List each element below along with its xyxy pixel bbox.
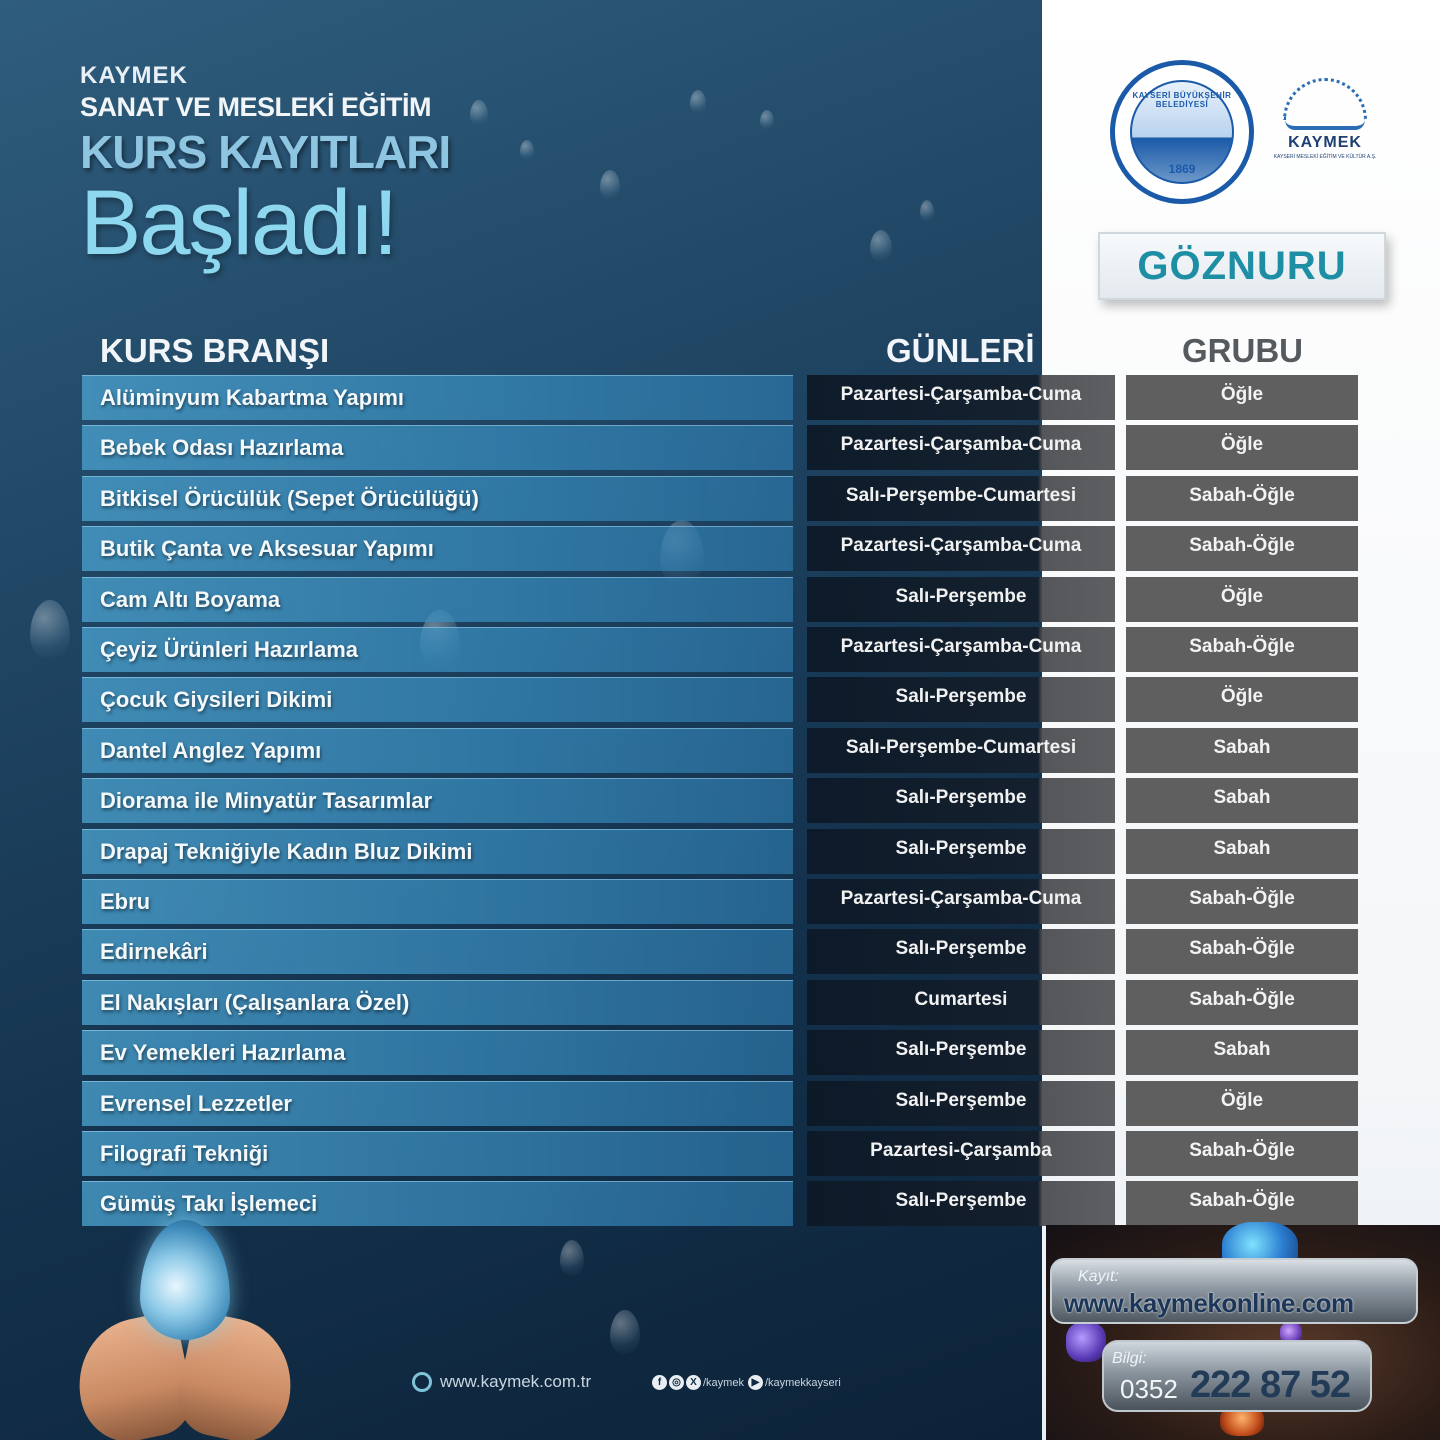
registration-label: Kayıt: [1078, 1268, 1119, 1285]
rain-drop [920, 200, 934, 222]
gem-icon [1066, 1322, 1106, 1362]
table-row [0, 1030, 1440, 1075]
youtube-icon[interactable]: ▶ [748, 1375, 763, 1390]
kaymek-logo-sub: KAYSERİ MESLEKİ EĞİTİM VE KÜLTÜR A.Ş. [1273, 154, 1377, 160]
course-group: Sabah-Öğle [1126, 1131, 1358, 1176]
course-days: Cumartesi [807, 980, 1115, 1025]
kaymek-book-icon [1285, 120, 1365, 130]
course-days: Salı-Perşembe [807, 778, 1115, 823]
course-days: Salı-Perşembe [807, 677, 1115, 722]
table-row [0, 1081, 1440, 1126]
rain-drop [610, 1310, 640, 1354]
rain-drop [470, 100, 488, 126]
course-days: Pazartesi-Çarşamba-Cuma [807, 879, 1115, 924]
hands-water-illustration [70, 1210, 300, 1440]
course-group: Öğle [1126, 577, 1358, 622]
social-handle: /kaymek [703, 1376, 744, 1389]
course-group: Sabah-Öğle [1126, 476, 1358, 521]
brand-name: KAYMEK [80, 62, 188, 89]
course-name: Diorama ile Minyatür Tasarımlar [82, 778, 793, 823]
course-days: Salı-Perşembe [807, 1081, 1115, 1126]
footer-social[interactable] [652, 1375, 841, 1390]
info-phone-pill[interactable] [1102, 1340, 1372, 1412]
table-row [0, 728, 1440, 773]
table-row [0, 829, 1440, 874]
kaymek-fan-icon [1283, 78, 1367, 120]
course-days: Salı-Perşembe-Cumartesi [807, 728, 1115, 773]
table-row [0, 929, 1440, 974]
x-icon[interactable]: X [686, 1375, 701, 1390]
course-name: Ebru [82, 879, 793, 924]
footer-website-text: www.kaymek.com.tr [440, 1372, 592, 1391]
table-row [0, 677, 1440, 722]
course-name: Gümüş Takı İşlemeci [82, 1181, 793, 1226]
course-name: Ev Yemekleri Hazırlama [82, 1030, 793, 1075]
course-days: Salı-Perşembe [807, 1030, 1115, 1075]
rain-drop [870, 230, 892, 262]
rain-drop [690, 90, 706, 114]
table-row [0, 526, 1440, 571]
course-group: Öğle [1126, 1081, 1358, 1126]
course-name: Drapaj Tekniğiyle Kadın Bluz Dikimi [82, 829, 793, 874]
course-group: Sabah [1126, 778, 1358, 823]
course-name: Bebek Odası Hazırlama [82, 425, 793, 470]
course-days: Pazartesi-Çarşamba-Cuma [807, 375, 1115, 420]
municipality-logo [1110, 60, 1254, 204]
table-row [0, 627, 1440, 672]
rain-drop [760, 110, 774, 130]
course-days: Pazartesi-Çarşamba-Cuma [807, 627, 1115, 672]
course-name: El Nakışları (Çalışanlara Özel) [82, 980, 793, 1025]
course-group: Sabah [1126, 728, 1358, 773]
table-row [0, 476, 1440, 521]
course-group: Sabah-Öğle [1126, 980, 1358, 1025]
table-row [0, 425, 1440, 470]
course-group: Sabah-Öğle [1126, 929, 1358, 974]
course-name: Dantel Anglez Yapımı [82, 728, 793, 773]
course-days: Pazartesi-Çarşamba-Cuma [807, 425, 1115, 470]
table-row [0, 375, 1440, 420]
course-days: Pazartesi-Çarşamba-Cuma [807, 526, 1115, 571]
municipality-ring-text: KAYSERİ BÜYÜKŞEHİR BELEDİYESİ [1132, 91, 1232, 109]
water-drop-icon [140, 1220, 230, 1340]
course-name: Çocuk Giysileri Dikimi [82, 677, 793, 722]
registration-url-pill[interactable] [1050, 1258, 1418, 1324]
table-row [0, 778, 1440, 823]
course-group: Öğle [1126, 677, 1358, 722]
course-group: Sabah-Öğle [1126, 1181, 1358, 1226]
title-line-4: Başladı! [80, 172, 397, 274]
rain-drop [520, 140, 534, 160]
column-header-days: GÜNLERİ [886, 332, 1035, 369]
course-days: Salı-Perşembe [807, 929, 1115, 974]
registration-url[interactable]: www.kaymekonline.com [1064, 1288, 1354, 1318]
title-block [80, 62, 450, 276]
table-row [0, 980, 1440, 1025]
footer-website[interactable] [412, 1372, 591, 1392]
info-label: Bilgi: [1112, 1350, 1147, 1367]
course-days: Salı-Perşembe [807, 577, 1115, 622]
rain-drop [560, 1240, 584, 1276]
course-name: Filografi Tekniği [82, 1131, 793, 1176]
instagram-icon[interactable]: ◎ [669, 1375, 684, 1390]
facebook-icon[interactable]: f [652, 1375, 667, 1390]
course-name: Butik Çanta ve Aksesuar Yapımı [82, 526, 793, 571]
title-line-3: KURS KAYITLARI [80, 126, 451, 178]
course-days: Pazartesi-Çarşamba [807, 1131, 1115, 1176]
title-line-2: SANAT VE MESLEKİ EĞİTİM [80, 92, 432, 122]
course-group: Öğle [1126, 375, 1358, 420]
course-group: Sabah-Öğle [1126, 526, 1358, 571]
municipality-emblem-icon [1130, 80, 1234, 184]
table-row [0, 577, 1440, 622]
course-name: Bitkisel Örücülük (Sepet Örücülüğü) [82, 476, 793, 521]
table-row [0, 1131, 1440, 1176]
column-header-group: GRUBU [1182, 332, 1303, 369]
course-name: Evrensel Lezzetler [82, 1081, 793, 1126]
phone-number[interactable]: 222 87 52 [1190, 1364, 1351, 1406]
course-days: Salı-Perşembe [807, 1181, 1115, 1226]
municipality-year: 1869 [1168, 162, 1196, 176]
rain-drop [600, 170, 620, 200]
column-header-course: KURS BRANŞI [100, 332, 330, 369]
kaymek-logo-name: KAYMEK [1288, 134, 1362, 151]
course-name: Edirnekâri [82, 929, 793, 974]
course-group: Öğle [1126, 425, 1358, 470]
location-badge: GÖZNURU [1098, 232, 1386, 300]
course-days: Salı-Perşembe [807, 829, 1115, 874]
course-group: Sabah [1126, 1030, 1358, 1075]
course-group: Sabah-Öğle [1126, 879, 1358, 924]
course-group: Sabah-Öğle [1126, 627, 1358, 672]
kaymek-logo [1270, 78, 1380, 178]
youtube-handle: /kaymekkayseri [764, 1376, 841, 1389]
phone-area-code: 0352 [1120, 1374, 1178, 1404]
globe-icon [412, 1372, 432, 1392]
course-days: Salı-Perşembe-Cumartesi [807, 476, 1115, 521]
table-row [0, 879, 1440, 924]
course-name: Çeyiz Ürünleri Hazırlama [82, 627, 793, 672]
course-name: Cam Altı Boyama [82, 577, 793, 622]
course-name: Alüminyum Kabartma Yapımı [82, 375, 793, 420]
course-group: Sabah [1126, 829, 1358, 874]
